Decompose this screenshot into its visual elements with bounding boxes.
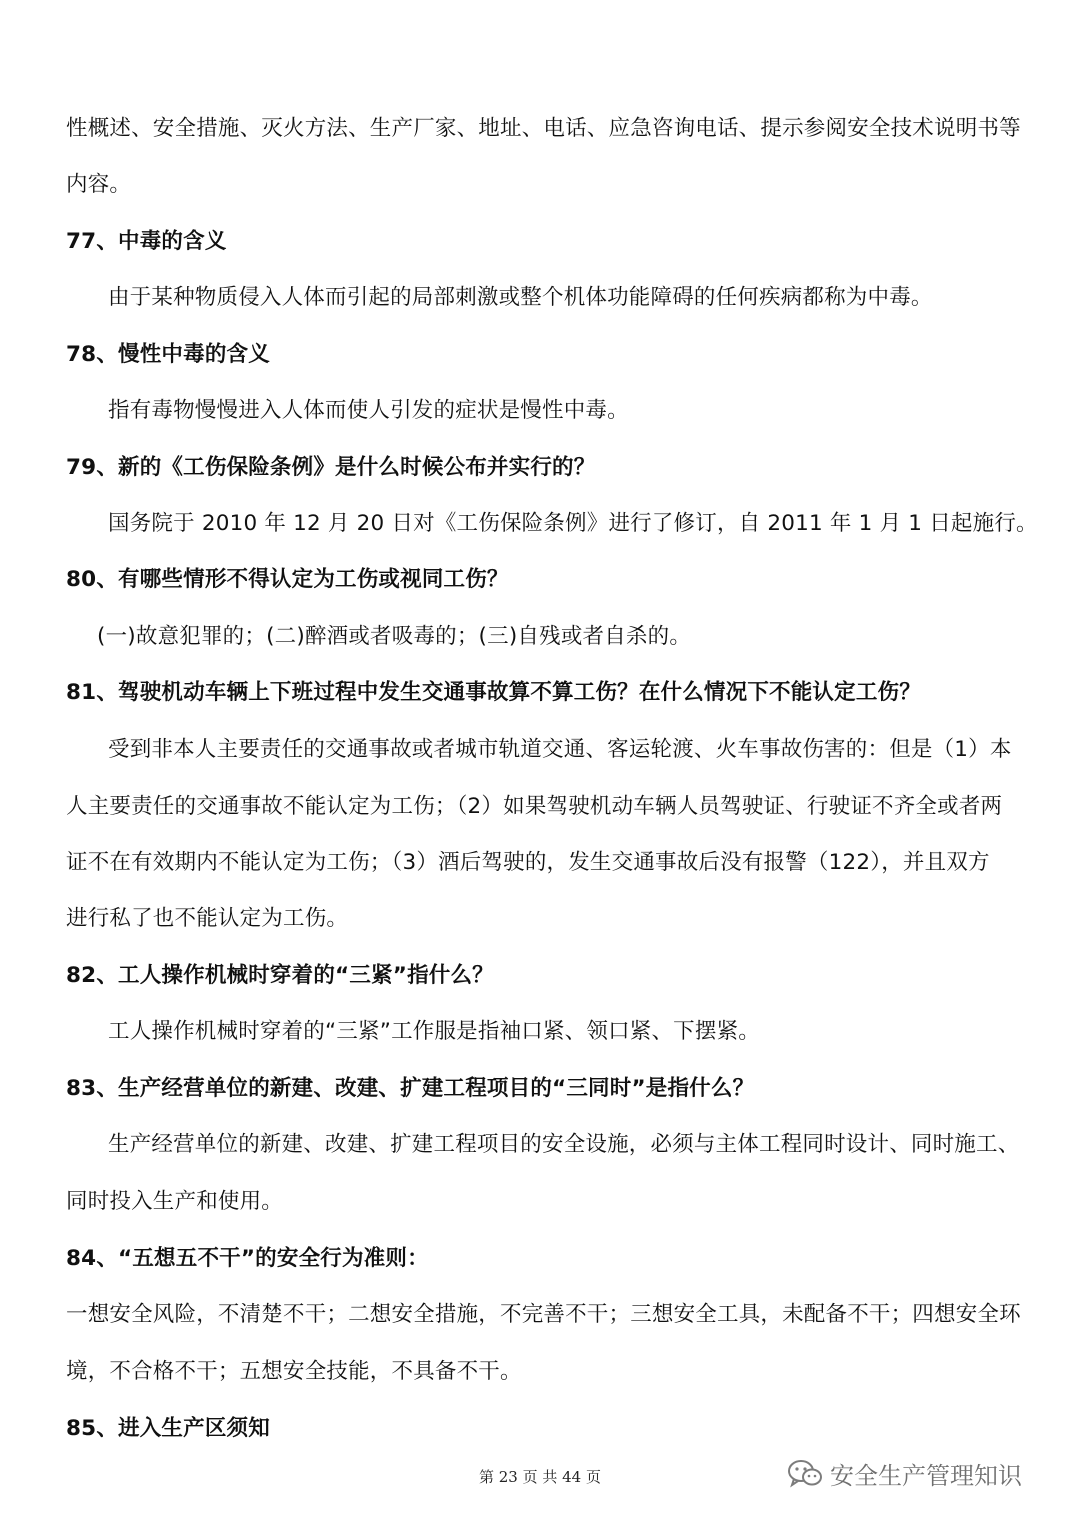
- question-heading-78: 78、慢性中毒的含义: [66, 342, 270, 367]
- wechat-icon: [786, 1458, 824, 1490]
- answer-line: 工人操作机械时穿着的“三紧”工作服是指袖口紧、领口紧、下摆紧。: [108, 1019, 760, 1044]
- answer-line: 国务院于 2010 年 12 月 20 日对《工伤保险条例》进行了修订，自 2011 年 1 月 1 日起施行。: [108, 511, 1038, 536]
- question-heading-83: 83、生产经营单位的新建、改建、扩建工程项目的“三同时”是指什么？: [66, 1076, 755, 1101]
- question-heading-80: 80、有哪些情形不得认定为工伤或视同工伤？: [66, 567, 509, 592]
- answer-line: 同时投入生产和使用。: [66, 1189, 284, 1214]
- answer-line: 指有毒物慢慢进入人体而使人引发的症状是慢性中毒。: [108, 398, 629, 423]
- answer-line: 生产经营单位的新建、改建、扩建工程项目的安全设施，必须与主体工程同时设计、同时施工、: [108, 1132, 1020, 1157]
- paragraph-line: 内容。: [66, 172, 132, 197]
- paragraph-line: 性概述、安全措施、灭火方法、生产厂家、地址、电话、应急咨询电话、提示参阅安全技术说明书等: [66, 116, 1021, 141]
- question-heading-81: 81、驾驶机动车辆上下班过程中发生交通事故算不算工伤？在什么情况下不能认定工伤？: [66, 680, 921, 705]
- answer-line: 证不在有效期内不能认定为工伤；（3）酒后驾驶的，发生交通事故后没有报警（122），并且双方: [66, 850, 990, 875]
- watermark: [786, 1456, 1022, 1491]
- question-heading-79: 79、新的《工伤保险条例》是什么时候公布并实行的？: [66, 455, 596, 480]
- page-number: 第 23 页 共 44 页: [478, 1468, 601, 1486]
- answer-line: 受到非本人主要责任的交通事故或者城市轨道交通、客运轮渡、火车事故伤害的：但是（1）本: [108, 737, 1012, 762]
- question-heading-85: 85、进入生产区须知: [66, 1416, 270, 1441]
- answer-line: 人主要责任的交通事故不能认定为工伤；（2）如果驾驶机动车辆人员驾驶证、行驶证不齐全或者两: [66, 794, 1003, 819]
- question-heading-84: 84、“五想五不干”的安全行为准则：: [66, 1246, 429, 1271]
- answer-line: 境，不合格不干；五想安全技能，不具备不干。: [66, 1359, 522, 1384]
- answer-line: 由于某种物质侵入人体而引起的局部刺激或整个机体功能障碍的任何疾病都称为中毒。: [108, 285, 933, 310]
- question-heading-82: 82、工人操作机械时穿着的“三紧”指什么？: [66, 963, 494, 988]
- question-heading-77: 77、中毒的含义: [66, 229, 227, 254]
- watermark-text: 安全生产管理知识: [830, 1462, 1022, 1490]
- answer-line: 进行私了也不能认定为工伤。: [66, 906, 349, 931]
- answer-line: (一)故意犯罪的；(二)醉酒或者吸毒的；(三)自残或者自杀的。: [97, 624, 692, 649]
- answer-line: 一想安全风险，不清楚不干；二想安全措施，不完善不干；三想安全工具，未配备不干；四想安全环: [66, 1302, 1021, 1327]
